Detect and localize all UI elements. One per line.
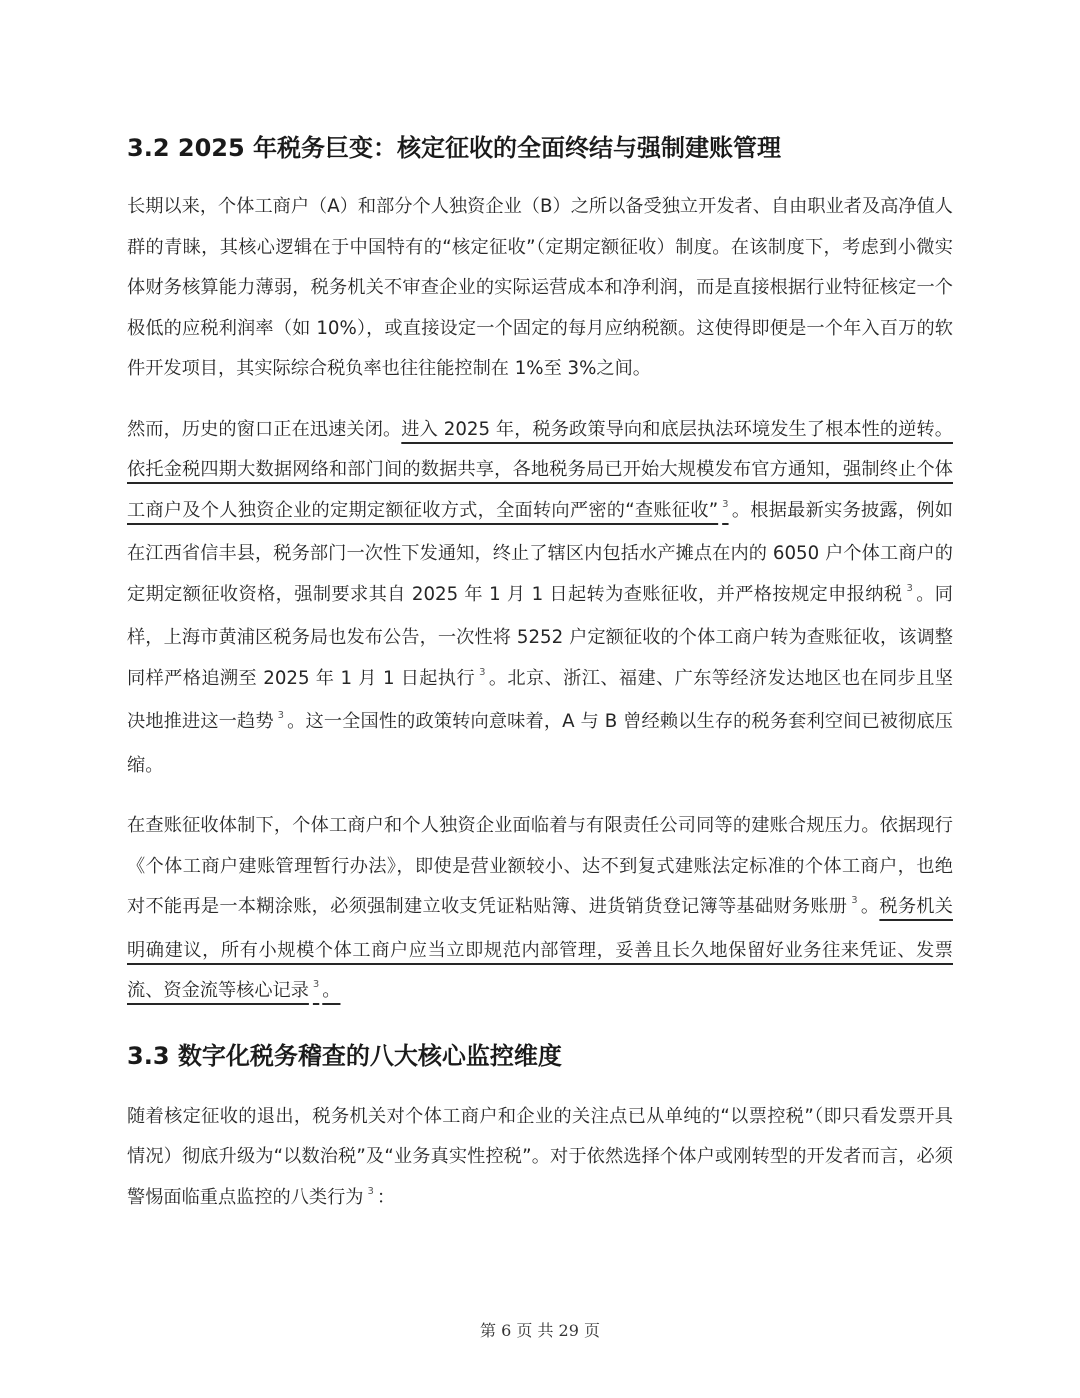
section-heading-3-3: 3.3 数字化税务稽查的八大核心监控维度 — [127, 1041, 562, 1070]
text-segment: 。根据最新实务披露，例如在江西省信丰县，税务部门一次性下发通知，终止了辖区内包括水产摊点在内的 6050 户个体工商户的定期定额征收资格，强制要求其自 2025 年 1 月 1 日起转为查账征收，并严格按规定申报纳税 — [127, 499, 953, 605]
paragraph-core-logic: 长期以来，个体工商户（A）和部分个人独资企业（B）之所以备受独立开发者、自由职业者及高净值人群的青睐，其核心逻辑在于中国特有的“核定征收”（定期定额征收）制度。在该制度下，考虑到小微实体财务核算能力薄弱，税务机关不审查企业的实际运营成本和净利润，而是直接根据行业特征核定一个极低的应税利润率（如 10%），或直接设定一个固定的每月应纳税额。这使得即便是一个年入百万的软件开发项目，其实际综合税负率也往往能控制在 1%至 3%之间。 — [127, 196, 953, 379]
citation-ref[interactable]: 3 — [851, 895, 858, 906]
text-segment: 然而，历史的窗口正在迅速关闭。 — [127, 418, 402, 440]
page-content — [127, 128, 953, 1221]
text-segment: 。这一全国性的政策转向意味着，A 与 B 曾经赖以生存的税务套利空间已被彻底压缩。 — [127, 711, 953, 776]
citation-ref[interactable]: 3 — [277, 710, 285, 721]
page-footer: 第 6 页 共 29 页 — [480, 1321, 600, 1340]
text-segment: 在查账征收体制下，个体工商户和个人独资企业面临着与有限责任公司同等的建账合规压力。依据现行《个体工商户建账管理暂行办法》，即使是营业额较小、达不到复式建账法定标准的个体工商户，也绝对不能再是一本糊涂账，必须强制建立收支凭证粘贴簿、进货销货登记簿等基础财务账册 — [127, 815, 953, 917]
text-segment: 随着核定征收的退出，税务机关对个体工商户和企业的关注点已从单纯的“以票控税”（即只看发票开具情况）彻底升级为“以数治税”及“业务真实性控税”。对于依然选择个体户或刚转型的开发者而言，必须警惕面临重点监控的八类行为 — [127, 1105, 953, 1208]
section-heading-3-2: 3.2 2025 年税务巨变：核定征收的全面终结与强制建账管理 — [127, 134, 782, 162]
paragraph-policy-shift — [127, 410, 953, 787]
text-segment: 。北京、浙江、福建、广东等经济发达地区也在同步且坚决地推进这一趋势 — [127, 667, 953, 732]
citation-ref[interactable]: 3 — [906, 582, 913, 594]
text-segment: 。 — [860, 896, 880, 917]
citation-ref[interactable]: 3 — [312, 979, 320, 990]
paragraph-bookkeeping — [127, 806, 953, 1015]
text-segment: ： — [376, 1186, 396, 1208]
citation-ref[interactable]: 3 — [479, 666, 486, 678]
citation-ref[interactable]: 3 — [722, 498, 729, 510]
text-segment: 。 — [322, 980, 341, 1001]
text-segment: 。同样，上海市黄浦区税务局也发布公告，一次性将 5252 户定额征收的个体工商户转为查账征收，该调整同样严格追溯至 2025 年 1 月 1 日起执行 — [127, 583, 953, 689]
citation-ref[interactable]: 3 — [367, 1185, 374, 1197]
text-segment: 税务机关明确建议，所有小规模个体工商户应当立即规范内部管理，妥善且长久地保留好业务往来凭证、发票流、资金流等核心记录 — [127, 896, 953, 1001]
text-segment: 进入 2025 年，税务政策导向和底层执法环境发生了根本性的逆转。依托金税四期大数据网络和部门间的数据共享，各地税务局已开始大规模发布官方通知，强制终止个体工商户及个人独资企业的定期定额征收方式，全面转向严密的“查账征收” — [127, 418, 953, 521]
paragraph-monitoring-intro — [127, 1097, 953, 1222]
